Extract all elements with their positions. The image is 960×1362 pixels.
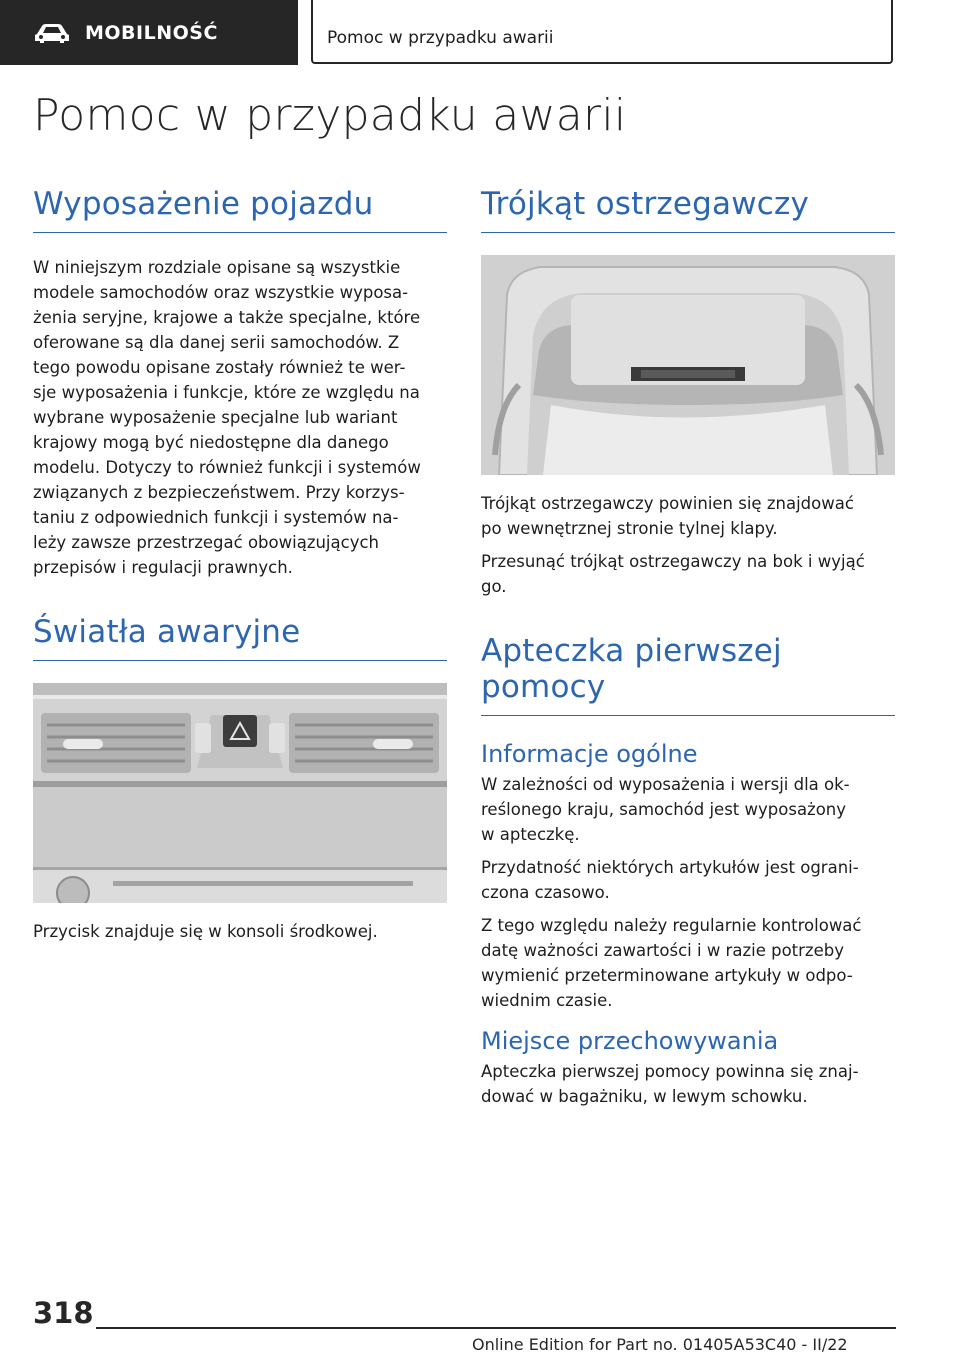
footer-divider [96,1327,896,1329]
car-icon [33,22,71,44]
text-line: związanych z bezpieczeństwem. Przy korzys- [33,483,405,502]
hazard-console-image [33,683,447,907]
paragraph-equipment [33,255,447,580]
paragraph-triangle-remove [481,549,895,599]
paragraph-firstaid-1 [481,772,895,847]
edition-text: Online Edition for Part no. 01405A53C40 - II/22 [472,1335,848,1354]
text-line: go. [481,577,507,596]
subheading-general: Informacje ogólne [481,740,698,768]
text-line: leży zawsze przestrzegać obowiązujących [33,533,379,552]
text-line: W niniejszym rozdziale opisane są wszystkie [33,258,401,277]
text-line: Apteczka pierwszej pomocy powinna się znaj- [481,1062,859,1081]
heading-warning-triangle: Trójkąt ostrzegawczy [481,186,895,233]
text-line: oferowane są dla danej serii samochodów. Z [33,333,400,352]
text-line: sje wyposażenia i funkcje, które ze względu na [33,383,420,402]
text-line: przepisów i regulacji prawnych. [33,558,293,577]
text-line: W zależności od wyposażenia i wersji dla ok- [481,775,850,794]
text-line: taniu z odpowiednich funkcji i systemów na- [33,508,399,527]
paragraph-triangle-location [481,491,895,541]
subheading-storage: Miejsce przechowywania [481,1027,779,1055]
tailgate-image [481,255,895,479]
chapter-header [311,0,893,64]
right-column [481,186,895,1109]
text-line: Trójkąt ostrzegawczy powinien się znajdować [481,494,854,513]
chapter-label: Pomoc w przypadku awarii [327,28,554,48]
text-line: czona czasowo. [481,883,610,902]
page-title: Pomoc w przypadku awarii [33,90,627,141]
text-line: Przydatność niektórych artykułów jest ograni- [481,858,859,877]
text-line: po wewnętrznej stronie tylnej klapy. [481,519,778,538]
section-label: MOBILNOŚĆ [85,21,218,44]
paragraph-firstaid-3 [481,913,895,1013]
text-line: wybrane wyposażenie specjalne lub wariant [33,408,398,427]
heading-hazard-lights: Światła awaryjne [33,614,447,661]
page-number: 318 [33,1296,94,1330]
text-line: reślonego kraju, samochód jest wyposażony [481,800,847,819]
text-line: wymienić przeterminowane artykuły w odpo- [481,966,853,985]
paragraph-firstaid-4 [481,1059,895,1109]
text-line: modelu. Dotyczy to również funkcji i systemów [33,458,421,477]
text-line: wiednim czasie. [481,991,613,1010]
heading-first-aid: Apteczka pierwszej pomocy [481,633,895,716]
text-line: krajowy mogą być niedostępne dla danego [33,433,389,452]
text-line: datę ważności zawartości i w razie potrzeby [481,941,844,960]
heading-equipment: Wyposażenie pojazdu [33,186,447,233]
paragraph-firstaid-2 [481,855,895,905]
text-line: Przesunąć trójkąt ostrzegawczy na bok i wyjąć [481,552,865,571]
text-line: żenia seryjne, krajowe a także specjalne, które [33,308,421,327]
section-tab [0,0,298,65]
left-column [33,186,447,944]
text-line: modele samochodów oraz wszystkie wyposa- [33,283,409,302]
text-line: dować w bagażniku, w lewym schowku. [481,1087,808,1106]
text-line: tego powodu opisane zostały również te wer- [33,358,406,377]
hazard-triangle-icon [223,715,257,747]
caption-hazard: Przycisk znajduje się w konsoli środkowej. [33,922,378,941]
text-line: Z tego względu należy regularnie kontrolować [481,916,862,935]
text-line: w apteczkę. [481,825,580,844]
